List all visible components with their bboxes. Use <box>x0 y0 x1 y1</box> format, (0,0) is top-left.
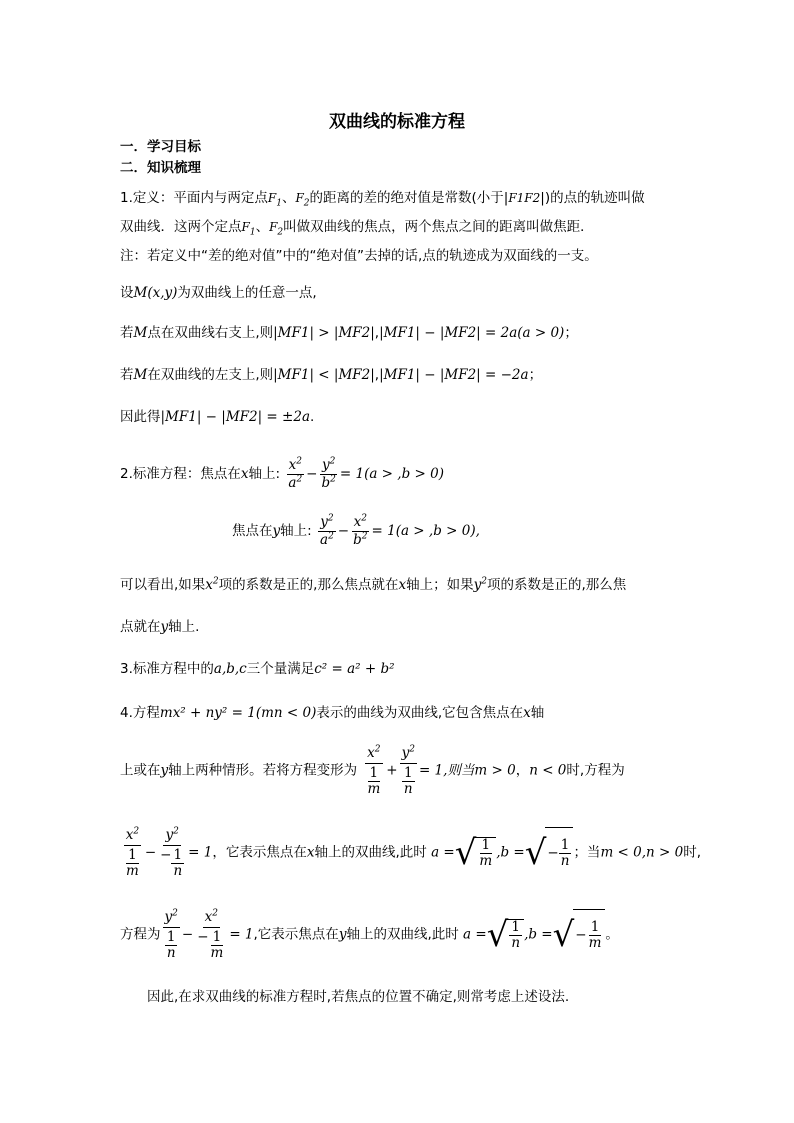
f2-symbol: $F_2$ <box>295 191 310 209</box>
general-equation: mx² + ny² = 1(mn < 0) <box>159 705 317 721</box>
equation-4-line: 4.方程mx² + ny² = 1(mn < 0)表示的曲线为双曲线,它包含焦点在x轴 <box>120 705 545 721</box>
f1-symbol: $F_1$ <box>241 220 256 238</box>
fraction-x2-b2: $\frac{x^2}{b^2}$ <box>353 513 368 548</box>
observation-line-2: 点就在y轴上. <box>120 619 200 635</box>
therefore-line: 因此得|MF1| − |MF2| = ±2a. <box>120 409 315 425</box>
fraction-y2-over-neg-1n: $y^2$ − $\frac{1}{n}$ <box>160 826 183 879</box>
right-branch-inequality: |MF1| > |MF2| <box>273 325 375 341</box>
left-branch-inequality: |MF1| < |MF2| <box>273 367 375 383</box>
left-branch-equation: |MF1| − |MF2| = −2a <box>379 367 529 383</box>
note-line: 注：若定义中“差的绝对值”中的“绝对值”去掉的话,点的轨迹成为双面线的一支。 <box>120 248 598 264</box>
relation-line: 3.标准方程中的a,b,c三个量满足c² = a² + b² <box>120 661 395 677</box>
case-2-line: 方程为 $\frac{y^2}{\frac{1}{n}}$ − $x^2$ − $\frac{1}{m}$ = 1,它表示焦点在y轴上的双曲线,此时 a = √ 1 n ,b = √ − $\frac{1}{m}$ 。 <box>120 908 619 961</box>
therefore-equation: |MF1| − |MF2| = ±2a <box>160 409 310 425</box>
standard-equation-y-line: 焦点在y轴上: $\frac{y^2}{a^2}$ − $\frac{x^2}{b^2}$ = 1(a > ,b > 0), <box>232 513 480 548</box>
right-branch-line: 若M点在双曲线右支上,则|MF1| > |MF2|,|MF1| − |MF2| = 2a(a > 0)； <box>120 325 578 341</box>
fraction-x2-a2: $\frac{x^2}{a^2}$ <box>288 456 303 491</box>
f1f2-symbol: F1F2 <box>508 191 541 205</box>
transform-line: 上或在y轴上两种情形。若将方程变形为 $\frac{x^2}{\frac{1}{m}}$ + $\frac{y^2}{\frac{1}{n}}$ = 1,则当m > 0，n < 0时,方程为 <box>120 744 625 797</box>
sqrt-neg-1-over-n: √ − $\frac{1}{n}$ <box>525 827 574 878</box>
case-1-line: $\frac{x^2}{\frac{1}{m}}$ − $y^2$ − $\frac{1}{n}$ = 1，它表示焦点在x轴上的双曲线,此时 a = √ 1 m ,b = √ − $\frac{1}{n}$ ；当m < 0,n > 0时, <box>120 826 701 879</box>
page-title: 双曲线的标准方程 <box>329 112 465 132</box>
standard-equation-x-line: 2.标准方程：焦点在x轴上: $\frac{x^2}{a^2}$ − $\frac{y^2}{b^2}$ = 1(a > ,b > 0) <box>120 456 444 491</box>
point-m-expr: M(x,y) <box>133 285 178 301</box>
left-branch-line: 若M在双曲线的左支上,则|MF1| < |MF2|,|MF1| − |MF2| = −2a； <box>120 367 543 383</box>
fraction-x2-over-1m: $\frac{x^2}{\frac{1}{m}}$ <box>367 744 381 797</box>
right-branch-equation: |MF1| − |MF2| = 2a(a > 0) <box>379 325 565 341</box>
fraction-y2-over-1n: $\frac{y^2}{\frac{1}{n}}$ <box>164 908 178 961</box>
sqrt-1-over-n: √ 1 n <box>487 915 524 955</box>
f2-symbol: $F_2$ <box>269 220 284 238</box>
f1-symbol: $F_1$ <box>267 191 282 209</box>
set-point-line: 设M(x,y)为双曲线上的任意一点, <box>120 285 317 301</box>
sqrt-1-over-m: √ 1 m <box>455 833 496 873</box>
fraction-y2-a2: $\frac{y^2}{a^2}$ <box>320 513 334 548</box>
sqrt-neg-1-over-m: √ − $\frac{1}{m}$ <box>553 909 606 960</box>
section-heading-knowledge: 二．知识梳理 <box>120 160 201 176</box>
relation-equation: c² = a² + b² <box>314 661 395 677</box>
fraction-x2-over-1m: $\frac{x^2}{\frac{1}{m}}$ <box>125 826 140 879</box>
definition-line-1: 1.定义：平面内与两定点$F_1$、$F_2$的距离的差的绝对值是常数(小于|F1F2|)的点的轨迹叫做 <box>120 190 645 209</box>
observation-line-1: 可以看出,如果$x^2$项的系数是正的,那么焦点就在x轴上；如果$y^2$项的系数是正的,那么焦 <box>120 576 627 593</box>
section-heading-goals: 一．学习目标 <box>120 139 201 155</box>
fraction-y2-b2: $\frac{y^2}{b^2}$ <box>321 456 336 491</box>
definition-line-2: 双曲线．这两个定点$F_1$、$F_2$叫做双曲线的焦点，两个焦点之间的距离叫做焦距． <box>120 219 594 238</box>
fraction-x2-over-neg-1m: $x^2$ − $\frac{1}{m}$ <box>197 908 224 961</box>
fraction-y2-over-1n: $\frac{y^2}{\frac{1}{n}}$ <box>401 744 415 797</box>
conclusion-line: 因此,在求双曲线的标准方程时,若焦点的位置不确定,则常考虑上述设法. <box>147 989 570 1005</box>
